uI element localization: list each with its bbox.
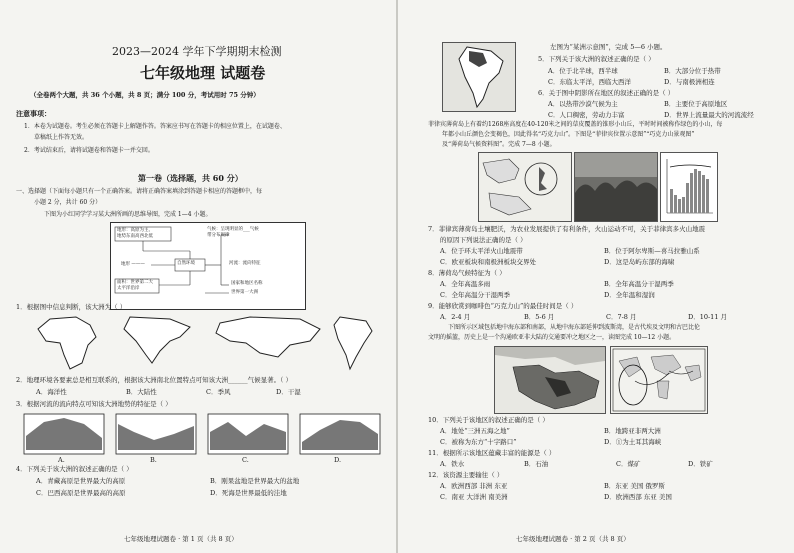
q4-text: 4．下列关于该大洲的叙述正确的是（ ） (16, 465, 133, 473)
profile-d (300, 414, 380, 454)
q6-option-a: A．以热带沙漠气候为主 (548, 100, 618, 108)
q9-option-d: D．10-11 月 (688, 313, 728, 321)
q2-option-b: B．大陆性 (126, 388, 157, 396)
section-intro-2: 小题 2 分，共计 60 分） (34, 199, 102, 206)
q6-text: 6．关于图中阴影所在地区的叙述正确的是（ ） (538, 89, 675, 97)
bohol-climate-chart (660, 152, 718, 222)
mm-largest: 世界第一大洲 (231, 290, 258, 295)
profile-b (116, 414, 196, 454)
notice-title: 注意事项： (16, 109, 51, 118)
continent-north-america (124, 317, 190, 363)
map-caption: 左图为“某洲示意图”，完成 5—6 小题。 (550, 43, 667, 51)
middle-east-map (494, 346, 606, 414)
footer-right: 七年级地理试题卷 · 第 2 页（共 8 页） (516, 535, 630, 543)
continent-options (20, 315, 400, 371)
q7-text-2: 的原因下列说法正确的是（ ） (440, 236, 527, 244)
mm-terrain: 地形：高原为主、 (117, 228, 153, 233)
q6-option-d: D．世界上流量最大的河流流经 (664, 111, 754, 119)
q9-option-c: C．7-8 月 (606, 313, 637, 321)
q12-option-a: A．欧洲西部 非洲 东亚 (440, 482, 508, 490)
q8-option-d: D．全年温和湿润 (604, 291, 655, 299)
q12-option-d: D．欧洲西部 东亚 美国 (604, 493, 672, 501)
continent-map-shape (443, 43, 515, 111)
q11-option-b: B．石油 (524, 460, 549, 468)
mm-climate-2: 带分布规律 (207, 233, 230, 238)
q8-option-b: B．全年高温分干湿两季 (604, 280, 674, 288)
q11-option-c: C．煤矿 (616, 460, 641, 468)
q5-option-b: B．大部分位于热带 (664, 67, 721, 75)
continent-south-america (334, 317, 372, 369)
q7-option-d: D．这是岛屿东部的海啸 (604, 258, 675, 266)
continent-map (442, 42, 516, 112)
q11-option-a: A．铁水 (440, 460, 465, 468)
q12-text: 12．该资源主要输往（ ） (428, 471, 504, 479)
q8-option-c: C．全年高温分干湿两季 (440, 291, 510, 299)
q7-option-a: A．位于环太平洋火山地震带 (440, 247, 523, 255)
q4-option-c: C．巴西高原是世界最高的高原 (36, 489, 126, 497)
notice-item-1b: 草稿纸上作答无效。 (34, 134, 89, 141)
q4-option-a: A．青藏高原是世界最大的高原 (36, 477, 126, 485)
q4-option-d: D．死海是世界最低的洼地 (210, 489, 287, 497)
mm-landform: 地形 ——— (121, 262, 145, 267)
q1-text: 1．根据图中信息判断，该大洲为（ ） (16, 303, 127, 311)
q4-option-b: B．刚果盆地是世界最大的盆地 (210, 477, 300, 485)
q2-option-d: D．干湿 (276, 388, 301, 396)
q9-text: 9．能够欣赏到咖啡色“巧克力山”的最佳时间是（ ） (428, 302, 578, 310)
q10-text: 10．下列关于该地区的叙述正确的是（ ） (428, 416, 549, 424)
world-route-map (610, 346, 708, 414)
q9-option-b: B．5-6 月 (524, 313, 555, 321)
profile-c (208, 414, 288, 454)
main-title: 七年级地理 试题卷 (140, 64, 266, 82)
para2-line2: 文明的摇篮，历史上是一个沟通欧亚非大陆的交通要冲之地区之一，读图完成 10—12 小题。 (428, 334, 676, 341)
para2-line1: 下图所示区域包括地中海东部和南部，从地中海东部延伸到波斯湾，是古代埃及文明和古巴比伦 (448, 324, 701, 331)
mm-countries: 国家和地区名称 (231, 281, 263, 286)
world-route-map-shape (611, 347, 707, 413)
mm-climate: 气候：呈现明显的___气候 (207, 227, 259, 232)
q7-text: 7．菲律宾薄荷岛土壤肥沃，为农业发展提供了有利条件，火山运动不可，关于菲律宾多火山地震 (428, 225, 706, 233)
para1-line2: 年都小山丘颜色会变褐色，因此得名“巧克力山”。下图是“菲律宾位置示意图”“巧克力山景观图” (442, 131, 695, 138)
q12-option-b: B．东亚 美国 俄罗斯 (604, 482, 665, 490)
para1-line3: 及“薄荷岛气候资料图”。完成 7—8 小题。 (442, 141, 556, 148)
q8-option-a: A．全年高温多雨 (440, 280, 491, 288)
mind-map (110, 222, 306, 310)
right-page (398, 0, 794, 553)
section-intro: 一、选择题（下面每小题只有一个正确答案。请将正确答案填涂到答题卡相应的答题框中，每 (16, 188, 263, 195)
mm-area: 面积：世界第二大 (117, 280, 153, 285)
q10-option-d: D．①为土耳其海峡 (604, 438, 662, 446)
q6-option-b: B．主要位于高原地区 (664, 100, 728, 108)
philippines-map-shape (479, 153, 571, 221)
q5-text: 5．下列关于该大洲的叙述正确的是（ ） (538, 55, 655, 63)
q5-option-a: A．位于北半球，西半球 (548, 67, 618, 75)
mm-pacific: 太平洋沿岸 (117, 286, 140, 291)
section-title: 第一卷（选择题，共 60 分） (138, 173, 243, 183)
section-lead: 下图为小红同学学习某大洲所画的思维导图，完成 1—4 小题。 (44, 211, 212, 218)
q9-option-a: A．2-4 月 (440, 313, 471, 321)
notice-item-2: 2．考试结束后，请将试题卷和答题卡一并交回。 (24, 147, 154, 154)
q2-text: 2．地理环境各要素总是相互联系的，根据该大洲南北位置特点可知该大洲______气候显著。（ ） (16, 376, 292, 384)
q3-option-c: C. (242, 456, 249, 464)
q2-option-a: A．海洋性 (36, 388, 67, 396)
q11-option-d: D．铁矿 (688, 460, 713, 468)
q10-option-b: B．地跨亚非两大洲 (604, 427, 661, 435)
q8-text: 8．薄荷岛气候特征为（ ） (428, 269, 506, 277)
q6-option-c: C．人口稠密，劳动力丰富 (548, 111, 625, 119)
philippines-location-map (478, 152, 572, 222)
q12-option-c: C．南亚 大洋洲 南美洲 (440, 493, 508, 501)
continent-asia (216, 317, 320, 357)
hills-photo-shape (575, 153, 657, 221)
q10-option-c: C．被称为东方“十字路口” (440, 438, 517, 446)
q2-option-c: C．季风 (206, 388, 231, 396)
climate-chart-bars (661, 153, 717, 221)
q3-option-b: B. (150, 456, 157, 464)
left-page (0, 0, 396, 553)
profile-a (24, 414, 104, 454)
q5-option-c: C．东临太平洋，西临大西洋 (548, 78, 631, 86)
q5-option-d: D．与南极洲相连 (664, 78, 715, 86)
q7-option-b: B．位于阿尔卑斯—喜马拉雅山系 (604, 247, 700, 255)
mm-river: 河流：流向特征 (229, 261, 261, 266)
q3-option-a: A. (58, 456, 65, 464)
q10-option-a: A．地处“三洲五海之地” (440, 427, 510, 435)
para1-line1: 菲律宾薄荷岛上有着约1268座高度在40-120米之间的草皮覆盖的锥形小山丘，平时时间被称作绿色的小山，每 (428, 121, 723, 128)
terrain-profiles (24, 412, 384, 456)
footer-left: 七年级地理试题卷 · 第 1 页（共 8 页） (124, 535, 238, 543)
q11-text: 11．根据所示该地区蕴藏丰富的能源是（ ） (428, 449, 556, 457)
continent-africa (38, 317, 96, 369)
middle-east-map-shape (495, 347, 605, 413)
mm-natural-env: 自然环境 (177, 261, 195, 266)
chocolate-hills-photo (574, 152, 658, 222)
mm-terrain-2: 地势东南高西北低 (117, 234, 153, 239)
q3-text: 3．根据河流的流向特点可知该大洲地势的特征是（ ） (16, 400, 172, 408)
q3-option-d: D. (334, 456, 342, 464)
year-title: 2023—2024 学年下学期期末检测 (112, 45, 282, 58)
q7-option-c: C．欧亚板块和南极洲板块交界处 (440, 258, 536, 266)
exam-info: （全卷两个大题，共 36 个小题，共 8 页；满分 100 分，考试用时 75 分钟） (30, 91, 260, 99)
notice-item-1: 1．本卷为试题卷。考生必须在答题卡上解题作答。答案应书写在答题卡的相应位置上，在试题卷、 (24, 123, 286, 130)
